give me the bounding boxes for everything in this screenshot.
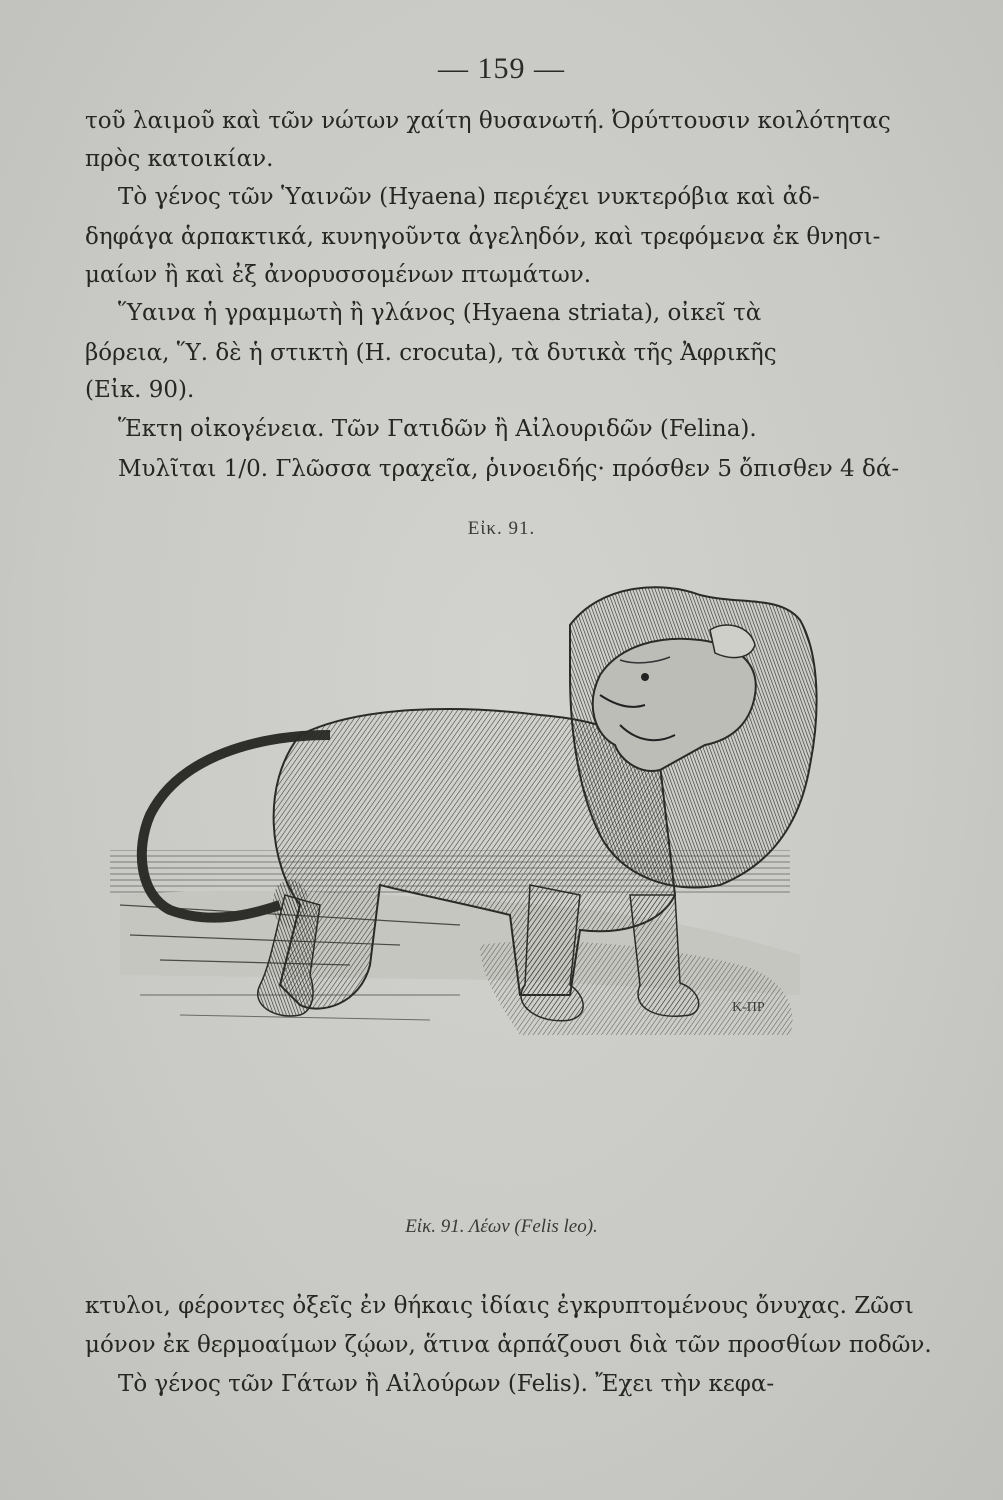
text-line-12: μόνον ἐκ θερμοαίμων ζῴων, ἅτινα ἁρπάζουσι διὰ τῶν προσθίων ποδῶν. [85, 1332, 932, 1358]
section-heading: Ἕκτη οἰκογένεια. Τῶν Γατιδῶν ἢ Αἰλουριδῶν (Felina). [118, 416, 757, 442]
text-line-7: βόρεια, Ὕ. δὲ ἡ στικτὴ (H. crocuta), τὰ δυτικὰ τῆς Ἀφρικῆς [85, 340, 777, 366]
text-line-3: Τὸ γένος τῶν Ὑαινῶν (Hyaena) περιέχει νυκτερόβια καὶ ἀδ- [118, 184, 820, 210]
figure-caption: Εἰκ. 91. Λέων (Felis leo). [405, 1216, 598, 1237]
text-line-10: Μυλῖται 1/0. Γλῶσσα τραχεῖα, ῥινοειδής· πρόσθεν 5 ὄπισθεν 4 δά- [118, 456, 900, 482]
text-line-8: (Εἰκ. 90). [85, 377, 195, 403]
text-line-13: Τὸ γένος τῶν Γάτων ἢ Αἰλούρων (Felis). Ἔχει τὴν κεφα- [118, 1371, 775, 1397]
lion-engraving [100, 565, 890, 1215]
engraver-signature: K-ΠP [732, 1000, 765, 1015]
text-line-2: πρὸς κατοικίαν. [85, 146, 274, 172]
text-line-6: Ὕαινα ἡ γραμμωτὴ ἢ γλάνος (Hyaena striata), οἰκεῖ τὰ [118, 300, 762, 326]
text-line-5: μαίων ἢ καὶ ἐξ ἀνορυσσομένων πτωμάτων. [85, 262, 592, 288]
figure-label: Εἰκ. 91. [467, 518, 536, 539]
text-line-4: δηφάγα ἁρπακτικά, κυνηγοῦντα ἀγεληδόν, καὶ τρεφόμενα ἐκ θνησι- [85, 224, 881, 250]
text-line-1: τοῦ λαιμοῦ καὶ τῶν νώτων χαίτη θυσανωτή. Ὀρύττουσιν κοιλότητας [85, 108, 891, 134]
text-line-11: κτυλοι, φέροντες ὀξεῖς ἐν θήκαις ἰδίαις ἐγκρυπτομένους ὄνυχας. Ζῶσι [85, 1293, 914, 1319]
page-number: — 159 — [438, 52, 565, 85]
